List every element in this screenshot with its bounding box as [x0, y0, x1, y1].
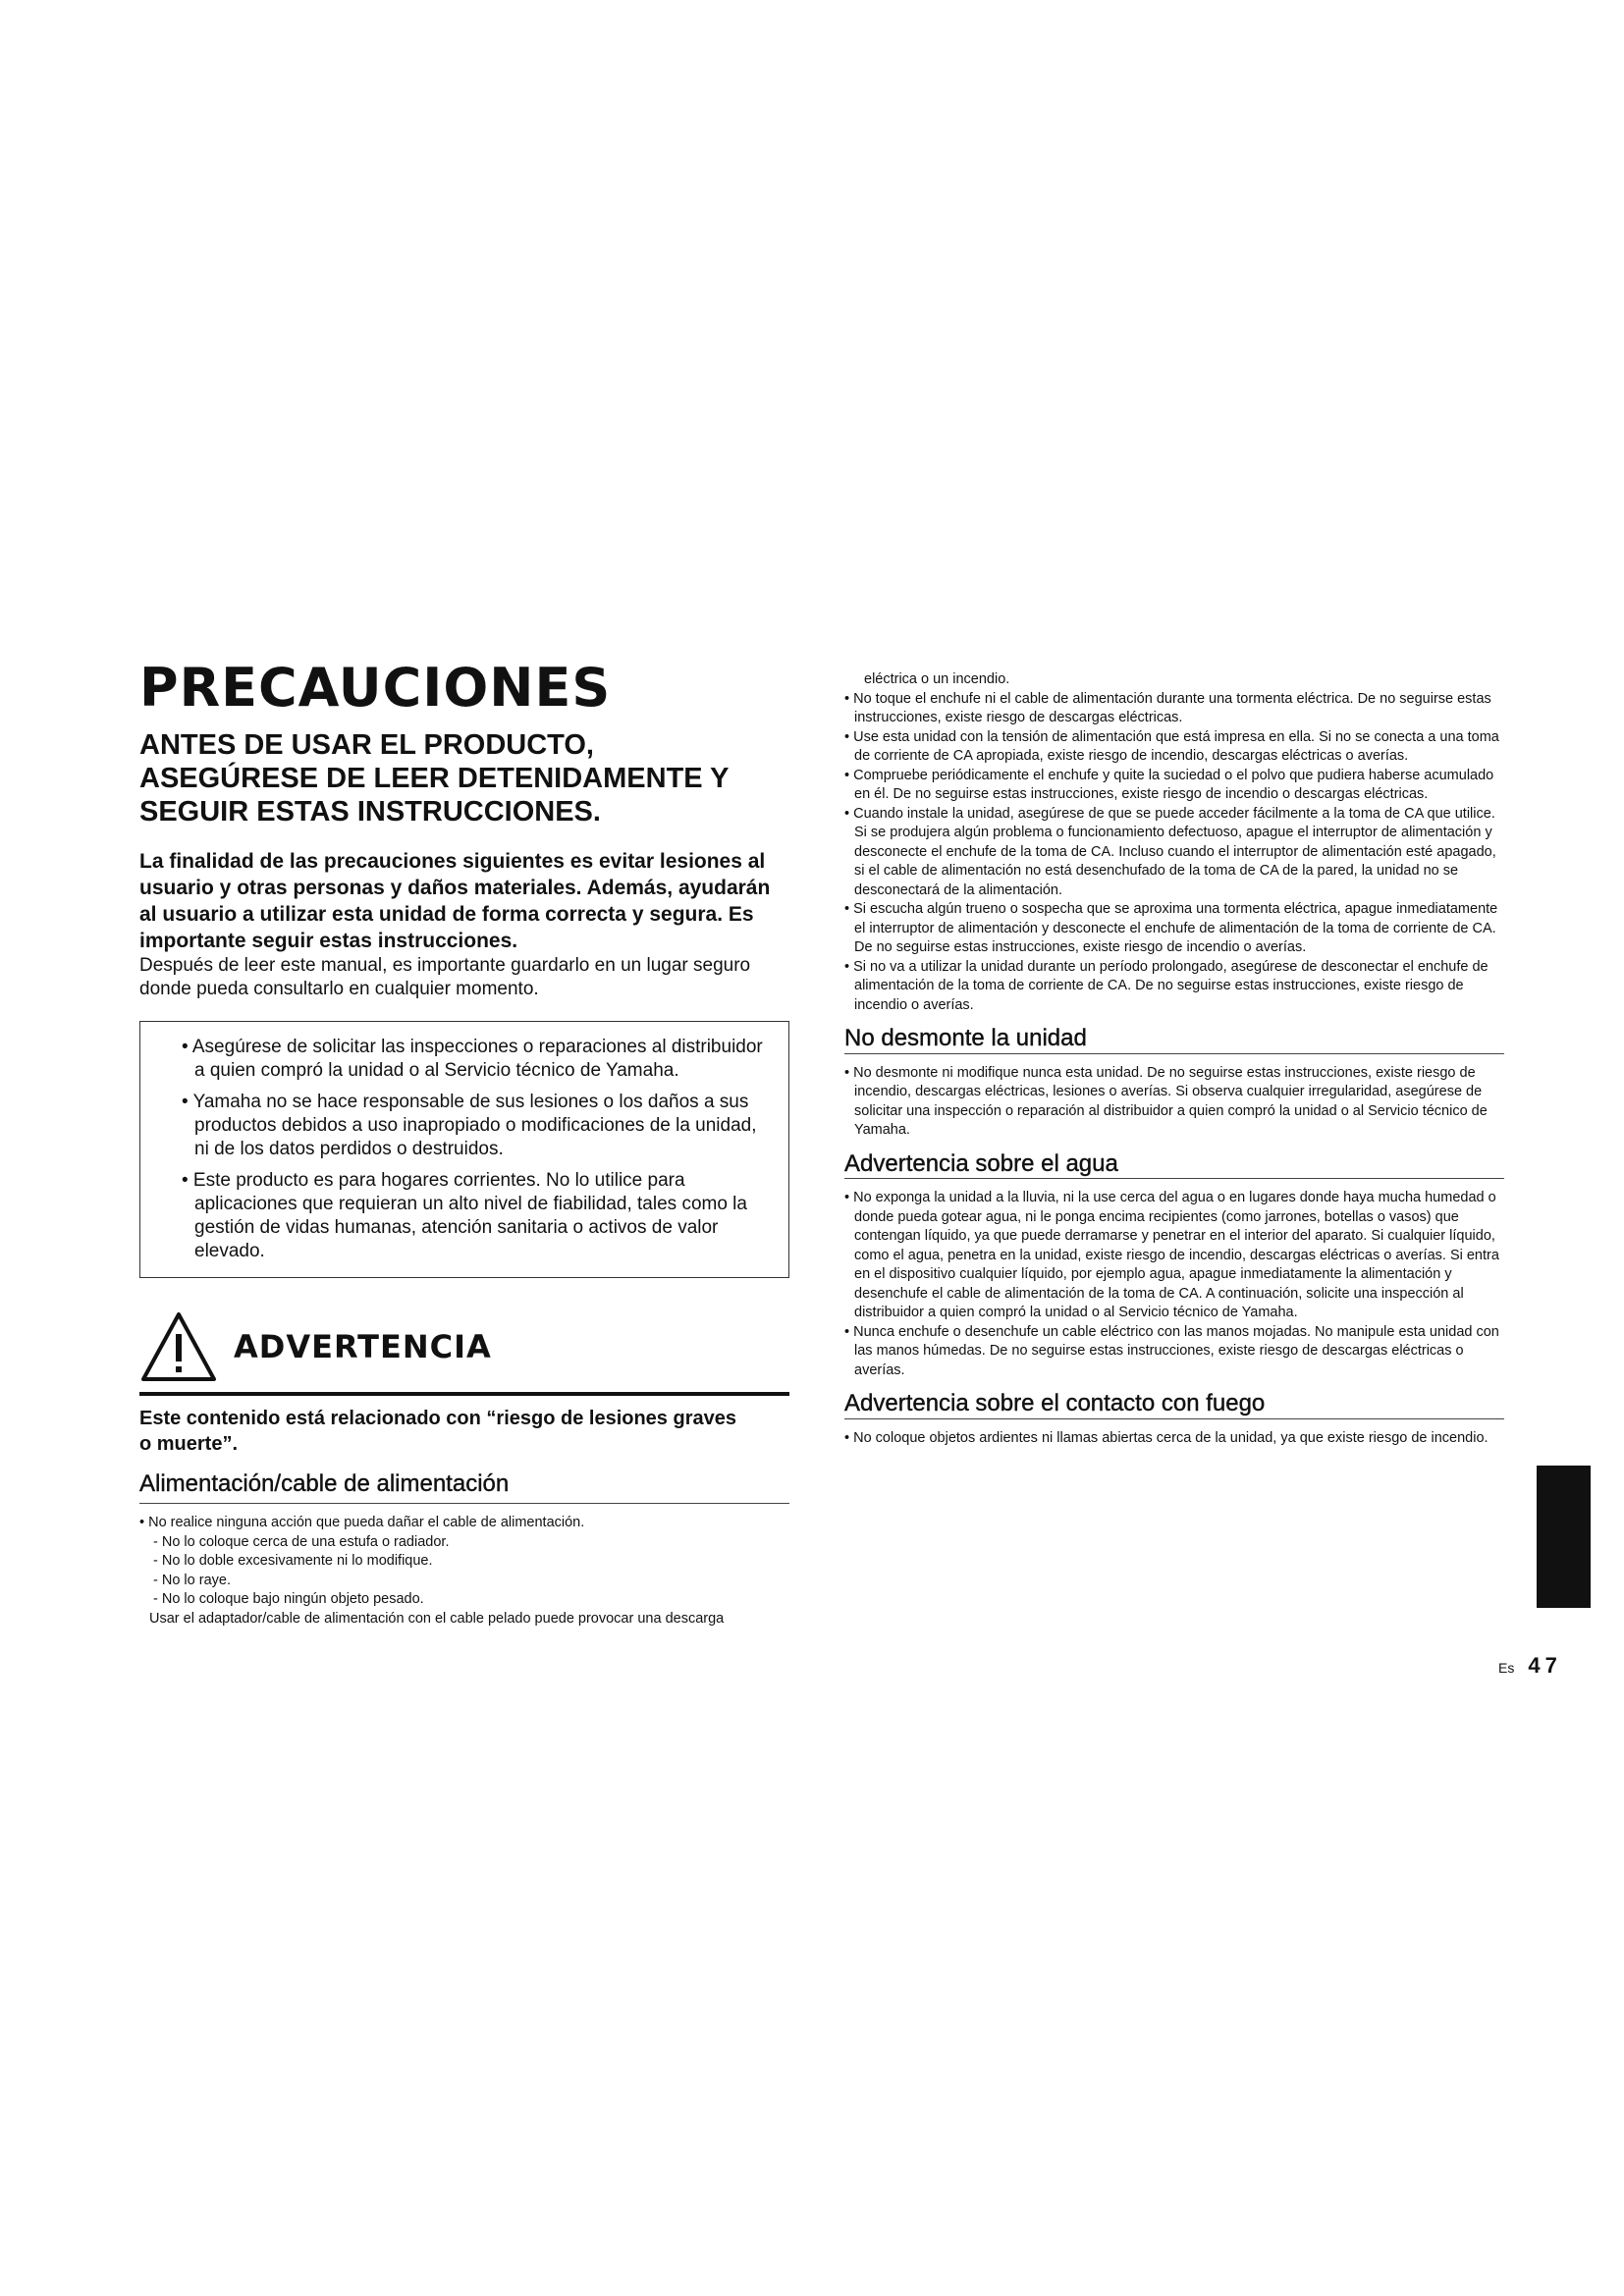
- notice-item: • Asegúrese de solicitar las inspecciones o reparaciones al distribuidor a quien compró la unidad o al Servicio técnico de Yamaha.: [182, 1037, 763, 1081]
- intro-line: La finalidad de las precauciones siguientes es evitar lesiones al: [139, 850, 766, 873]
- list-item: • Use esta unidad con la tensión de alimentación que está impresa en ella. Si no se conecta a una toma de corriente de CA apropiada, existe riesgo de incendio, descargas eléctricas o averías.: [844, 728, 1499, 764]
- list-item: • Si no va a utilizar la unidad durante un período prolongado, asegúrese de desconectar el enchufe de alimentación de la toma de corriente de CA. De no seguirse estas instrucciones, existe riesgo de incendio o averías.: [844, 958, 1489, 1013]
- list-item: • Cuando instale la unidad, asegúrese de que se puede acceder fácilmente a la toma de CA que utilice. Si se produjera algún problema o funcionamiento defectuoso, apague el interruptor de alimentación y desconecte el enchufe de la toma de CA. Incluso cuando el interruptor de alimentación esté apagado, si el cable de alimentación no está desenchufado de la toma de CA de la pared, la unidad no se desconectará de la alimentación.: [844, 805, 1496, 898]
- subtitle-line: ASEGÚRESE DE LEER DETENIDAMENTE Y: [139, 763, 730, 794]
- section-heading-power: Alimentación/cable de alimentación: [139, 1470, 789, 1504]
- intro-paragraph: [139, 848, 789, 954]
- language-code: Es: [1498, 1660, 1515, 1676]
- list-subitem: - No lo coloque bajo ningún objeto pesado.: [153, 1591, 424, 1607]
- list-item: • Nunca enchufe o desenchufe un cable eléctrico con las manos mojadas. No manipule esta unidad con las manos húmedas. De no seguirse estas instrucciones, existe riesgo de descargas eléctricas o averías.: [844, 1323, 1499, 1378]
- section-heading-disassemble: No desmonte la unidad: [844, 1029, 1504, 1054]
- power-list: [139, 1514, 789, 1629]
- continuation-text: eléctrica o un incendio.: [864, 671, 1010, 687]
- list-continuation: Usar el adaptador/cable de alimentación con el cable pelado puede provocar una descarga: [149, 1610, 725, 1627]
- list-subitem: - No lo coloque cerca de una estufa o radiador.: [153, 1533, 450, 1550]
- warning-header: [139, 1304, 789, 1390]
- list-item: • No exponga la unidad a la lluvia, ni la use cerca del agua o en lugares donde haya mucha humedad o donde pueda gotear agua, ni le ponga encima recipientes (como jarrones, botellas o vasos) que contengan líquido, ya que puede derramarse y penetrar en el interior del aparato. Si cualquier líquido, como el agua, penetra en la unidad, existe riesgo de incendio, descargas eléctricas o averías. Si entra en el dispositivo cualquier líquido, por ejemplo agua, apague inmediatamente la alimentación y desenchufe el cable de alimentación de la toma de CA. A continuación, solicite una inspección al distribuidor a quien compró la unidad o al Servicio técnico de Yamaha.: [844, 1190, 1499, 1320]
- intro-line: usuario y otras personas y daños materiales. Además, ayudarán: [139, 877, 771, 899]
- fire-list: [844, 1429, 1504, 1449]
- list-item: • Compruebe periódicamente el enchufe y quite la suciedad o el polvo que pudiera haberse acumulado en él. De no seguirse estas instrucciones, existe riesgo de incendio o descargas eléctricas.: [844, 767, 1494, 802]
- notice-item: • Yamaha no se hace responsable de sus lesiones o los daños a sus productos debidos a uso inapropiado o modificaciones de la unidad, ni de los datos perdidos o destruidos.: [182, 1092, 757, 1159]
- list-item: • No coloque objetos ardientes ni llamas abiertas cerca de la unidad, ya que existe riesgo de incendio.: [844, 1429, 1489, 1446]
- warning-text: [139, 1406, 789, 1457]
- warning-text-line: Este contenido está relacionado con “riesgo de lesiones graves: [139, 1408, 736, 1429]
- intro-note-line: Después de leer este manual, es importante guardarlo en un lugar seguro: [139, 955, 751, 976]
- section-tab-marker: [1537, 1466, 1591, 1608]
- section-heading-fire: Advertencia sobre el contacto con fuego: [844, 1394, 1504, 1419]
- intro-note: [139, 954, 789, 1001]
- disassemble-list: [844, 1064, 1504, 1141]
- right-column: [844, 670, 1504, 1448]
- subtitle-line: ANTES DE USAR EL PRODUCTO,: [139, 729, 594, 761]
- section-heading-water: Advertencia sobre el agua: [844, 1154, 1504, 1180]
- page-title: PRECAUCIONES: [139, 657, 612, 719]
- list-item: • No toque el enchufe ni el cable de alimentación durante una tormenta eléctrica. De no seguirse estas instrucciones, existe riesgo de descargas eléctricas.: [844, 690, 1491, 725]
- warning-triangle-icon: [139, 1310, 218, 1383]
- list-subitem: - No lo raye.: [153, 1572, 231, 1588]
- warning-rule: [139, 1392, 789, 1396]
- list-item: • Si escucha algún trueno o sospecha que se aproxima una tormenta eléctrica, apague inmediatamente el interruptor de alimentación y desconecte el enchufe de alimentación de la toma de corriente de CA. De no seguirse estas instrucciones, existe riesgo de incendio o averías.: [844, 901, 1498, 955]
- notice-item: • Este producto es para hogares corrientes. No lo utilice para aplicaciones que requieran un alto nivel de fiabilidad, tales como la gestión de vidas humanas, atención sanitaria o activos de valor elevado.: [182, 1170, 747, 1261]
- intro-note-line: donde pueda consultarlo en cualquier momento.: [139, 979, 539, 999]
- notice-box: [139, 1021, 789, 1278]
- left-column: [139, 658, 789, 1629]
- water-list: [844, 1189, 1504, 1380]
- page-number: 47: [1528, 1653, 1562, 1678]
- intro-line: importante seguir estas instrucciones.: [139, 930, 518, 952]
- list-subitem: - No lo doble excesivamente ni lo modifique.: [153, 1553, 433, 1569]
- warning-label: ADVERTENCIA: [234, 1328, 492, 1365]
- intro-line: al usuario a utilizar esta unidad de forma correcta y segura. Es: [139, 903, 754, 926]
- list-item: • No realice ninguna acción que pueda dañar el cable de alimentación.: [139, 1515, 585, 1530]
- page-footer: [1498, 1653, 1562, 1679]
- subtitle-line: SEGUIR ESTAS INSTRUCCIONES.: [139, 796, 601, 828]
- warning-text-line: o muerte”.: [139, 1433, 239, 1455]
- list-item: • No desmonte ni modifique nunca esta unidad. De no seguirse estas instrucciones, existe riesgo de incendio, descargas eléctricas, lesiones o averías. Si observa cualquier irregularidad, asegúrese de solicitar una inspección o reparación al distribuidor a quien compró la unidad o al Servicio técnico de Yamaha.: [844, 1064, 1488, 1138]
- subtitle: [139, 728, 789, 828]
